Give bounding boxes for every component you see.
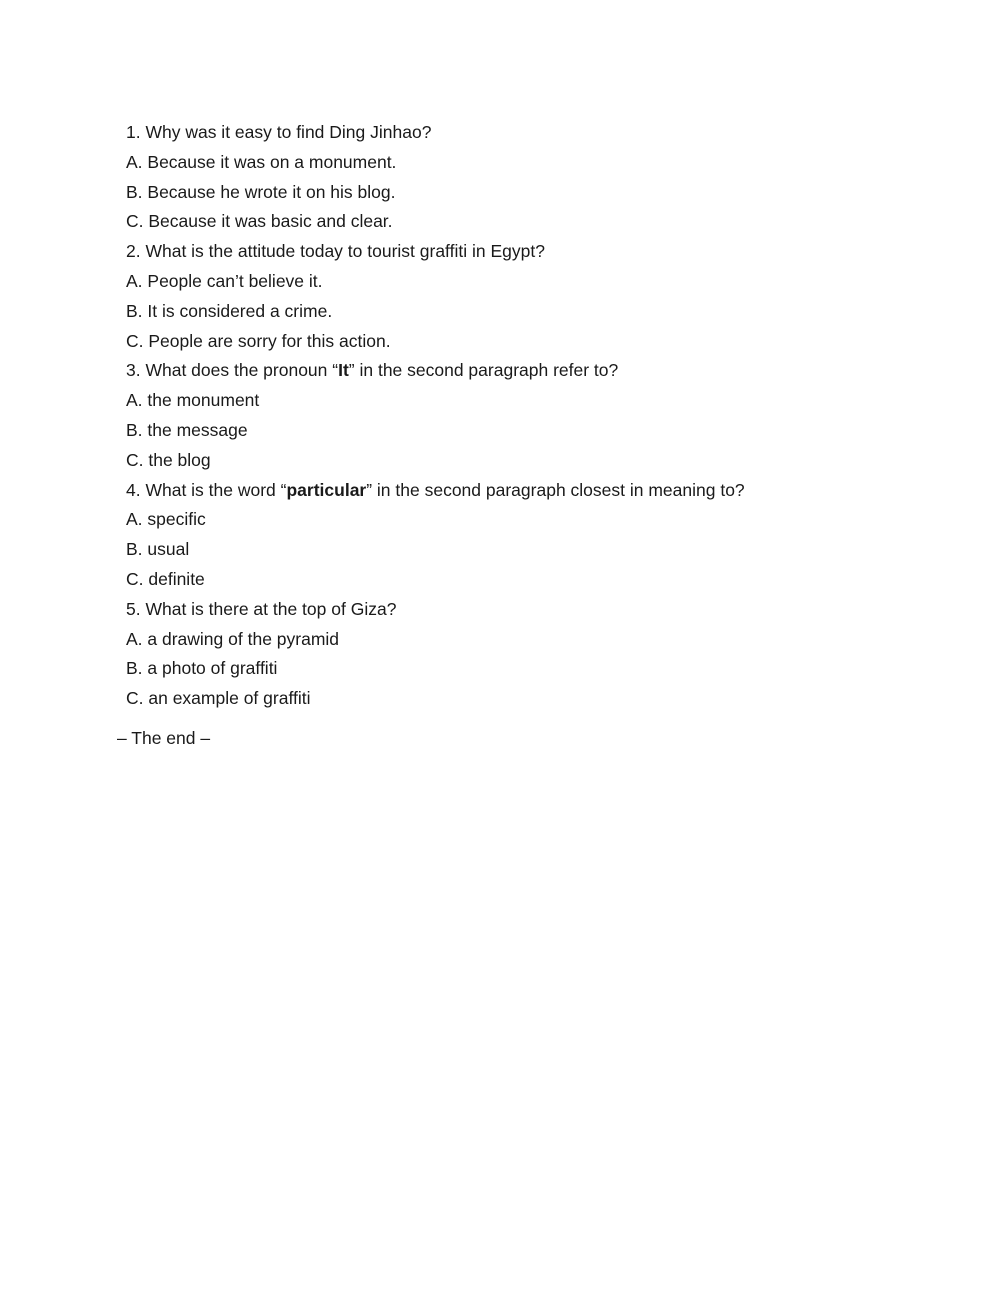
question-list [126,118,946,714]
question-4-text-end: ” in the second paragraph closest in meaning to? [366,479,745,500]
question-4-bold-word: particular [286,479,367,500]
question-3-bold-word: It [338,360,349,381]
question-5-option-c: C. an example of graffiti [126,688,311,709]
question-1-option-c: C. Because it was basic and clear. [126,211,393,232]
question-3-text-start: 3. What does the pronoun “ [126,360,339,381]
question-4-option-c: C. definite [126,568,205,589]
question-3 [126,356,946,386]
question-3-option-a: A. the monument [126,390,260,411]
question-4 [126,476,946,506]
question-4-text-start: 4. What is the word “ [126,479,287,500]
question-5-option-b: B. a photo of graffiti [126,658,278,679]
question-5 [126,595,946,625]
question-2-text: 2. What is the attitude today to tourist graffiti in Egypt? [126,241,545,262]
the-end-footer: – The end – [117,728,211,748]
question-2 [126,237,946,267]
question-5-text: 5. What is there at the top of Giza? [126,598,397,619]
question-5-option-a: A. a drawing of the pyramid [126,628,340,649]
question-2-option-c: C. People are sorry for this action. [126,330,391,351]
question-1-option-b: B. Because he wrote it on his blog. [126,181,396,202]
question-2-option-a: A. People can’t believe it. [126,270,323,291]
question-4-option-b: B. usual [126,539,190,560]
question-4-option-a: A. specific [126,509,206,530]
question-2-option-b: B. It is considered a crime. [126,300,333,321]
question-1-option-a: A. Because it was on a monument. [126,151,397,172]
question-3-option-b: B. the message [126,419,248,440]
question-3-option-c: C. the blog [126,449,211,470]
question-3-text-end: ” in the second paragraph refer to? [348,360,619,381]
question-1-text: 1. Why was it easy to find Ding Jinhao? [126,122,432,142]
question-1 [126,118,946,148]
